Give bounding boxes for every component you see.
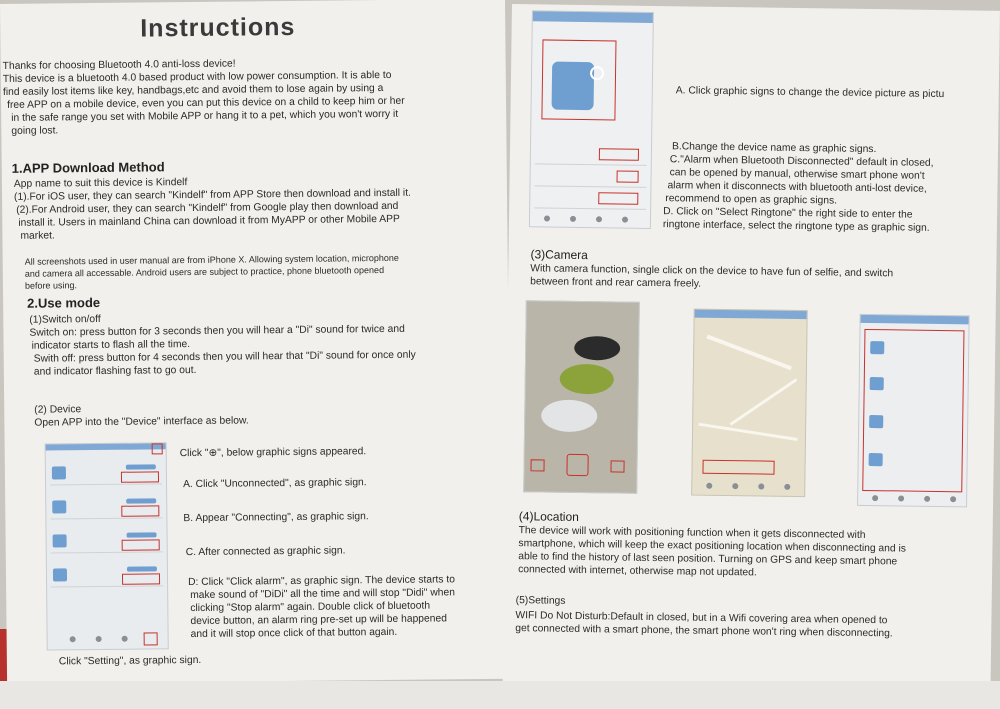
location-line: smartphone, which will keep the exact positioning location when disconnecting and is [518,538,907,555]
settings-screen-image [529,10,654,229]
tab-icon [872,495,878,501]
tab-icon [544,215,550,221]
settings-heading: (5)Settings [515,595,566,607]
app-download-heading: 1.APP Download Method [11,159,165,176]
settings-step-b: B.Change the device name as graphic signs. [671,141,877,156]
tab-icon [622,217,628,223]
green-tracker [560,364,614,395]
device-pill [127,532,157,537]
device-line: Open APP into the "Device" interface as below. [34,415,249,429]
app-header-bar [46,443,166,450]
intro-line: free APP on a mobile device, even you can put this device on a child to keep him or her [7,95,405,111]
device-name-sign [599,148,639,161]
use-mode-heading: 2.Use mode [27,294,101,311]
tab-icon [784,484,790,490]
gallery-sign [530,459,544,471]
tab-icon [758,483,764,489]
device-screen-image [45,442,169,650]
setting-tab-sign [144,632,158,645]
settings-step-c: can be opened by manual, otherwise smart phone won't [669,167,925,182]
switch-line: and indicator flashing fast to go out. [33,364,197,378]
camera-line: With camera function, single click on the device to have fun of selfie, and switch [530,263,894,280]
camera-screen-image [523,300,640,494]
black-tracker [574,336,620,361]
settings-step-c: C."Alarm when Bluetooth Disconnected" default in closed, [669,154,934,169]
note-line: All screenshots used in user manual are from iPhone X. Allowing system location, microphone [24,252,399,267]
location-line: connected with internet, otherwise map not updated. [518,564,757,579]
step-d-line: device button, an alarm ring pre-set up will be happened [190,613,447,628]
switch-camera-sign [610,460,624,472]
tab-icon [596,216,602,222]
device-pill [126,464,156,469]
tab-icon [122,636,128,642]
settings-step-d: ringtone interface, select the ringtone type as graphic sign. [662,219,930,234]
app-header-bar [695,310,807,320]
device-row [51,563,163,587]
app-download-line: App name to suit this device is Kindelf [13,177,188,190]
step-d-line: D: Click "Click alarm", as graphic sign. The device starts to [188,574,456,589]
map-road [698,423,797,441]
location-heading: (4)Location [518,509,579,524]
switch-title: (1)Switch on/off [29,313,101,326]
step-b: B. Appear "Connecting", as graphic sign. [183,511,369,525]
tab-icon [732,483,738,489]
settings-step-a: A. Click graphic signs to change the device picture as pictu [675,85,945,101]
history-thumbnail [869,415,883,428]
right-page [502,4,1000,701]
app-header-bar [861,315,969,325]
map-road [706,334,792,370]
settings-line: WIFI Do Not Disturb:Default in closed, but in a Wifi covering area when opened to [515,610,888,627]
device-row [50,461,162,485]
map-road [730,378,798,425]
intro-line: This device is a bluetooth 4.0 based product with low power consumption. It is able to [2,69,392,85]
left-page [0,0,512,684]
app-header-bar [533,11,653,23]
setting-line: Click "Setting", as graphic sign. [58,654,202,668]
shutter-sign [566,454,588,476]
device-thumbnail [52,466,66,479]
device-pill [126,498,156,503]
camera-icon [590,66,604,80]
app-download-line: (1).For iOS user, they can search "Kindelf" from APP Store then download and install it. [13,187,411,203]
device-pill [127,566,157,571]
intro-line: in the safe range you set with Mobile APP or hang it to a pet, which you won't worry it [11,108,399,124]
device-thumbnail [52,500,66,513]
note-line: before using. [24,280,78,291]
settings-step-c: recommend to open as graphic signs. [665,193,838,207]
note-line: and camera all accessable. Android users are subject to practice, phone bluetooth opened [24,264,385,279]
unconnected-sign [121,471,159,482]
tab-icon [706,483,712,489]
device-row [51,529,163,553]
white-tracker [541,399,597,432]
settings-line: get connected with a smart phone, the smart phone won't ring when disconnecting. [515,623,893,640]
intro-line: Thanks for choosing Bluetooth 4.0 anti-loss device! [2,58,236,72]
settings-step-d: D. Click on "Select Ringtone" the right side to enter the [663,206,913,221]
step-d-line: clicking "Stop alarm" again. Double click of bluetooth [190,600,431,615]
location-line: The device will work with positioning function when it gets disconnected with [518,525,866,541]
step-c: C. After connected as graphic sign. [185,545,346,559]
switch-line: indicator starts to flash all the time. [31,339,191,352]
device-thumbnail [53,568,67,581]
device-row [50,495,162,519]
camera-line: between front and rear camera freely. [530,276,702,290]
device-thumbnail [53,534,67,547]
tab-icon [96,636,102,642]
location-screen-image [691,309,808,498]
location-line: able to find the history of last seen position. Turning on GPS and keep smart phone [518,551,898,568]
settings-step-c: alarm when it disconnects with bluetooth anti-lost device, [667,180,927,195]
switch-line: Swith off: press button for 4 seconds then you will hear that "Di" sound for once only [33,349,416,365]
tab-icon [924,496,930,502]
step-a: A. Click "Unconnected", as graphic sign. [182,477,367,491]
tab-icon [898,495,904,501]
app-download-line: (2).For Android user, they can search "Kindelf" from Google play then download and [16,200,399,216]
settings-row [534,187,646,210]
intro-line: going lost. [11,125,59,137]
step-d-line: and it will stop once click of that button again. [190,626,398,641]
history-screen-image [857,314,970,508]
settings-row [534,165,646,188]
connected-sign [122,539,160,550]
settings-row [535,143,647,166]
camera-heading: (3)Camera [530,247,588,263]
app-download-line: install it. Users in mainland China can download it from MyAPP or other Mobile APP [18,213,400,229]
connecting-sign [121,505,159,516]
history-thumbnail [870,341,884,354]
intro-line: find easily lost items like key, handbags,etc and avoid them to lose again by using a [2,82,384,98]
select-ringtone-sign [598,192,638,205]
step-click-add: Click "⊕", below graphic signs appeared. [179,446,367,460]
table-surface [0,681,1000,709]
click-alarm-sign [122,573,160,584]
tab-icon [70,636,76,642]
step-d-line: make sound of "DiDi" all the time and will stop "Didi" when [190,587,455,602]
alarm-toggle-sign [617,170,639,182]
tab-icon [570,216,576,222]
device-picture-icon [552,62,595,111]
history-thumbnail [869,453,883,466]
history-thumbnail [870,377,884,390]
page-title: Instructions [140,12,296,43]
last-position-sign [702,460,774,475]
device-title: (2) Device [34,404,82,416]
app-download-line: market. [20,230,55,242]
tab-icon [950,496,956,502]
add-device-icon [152,443,163,454]
switch-line: Switch on: press button for 3 seconds then you will hear a "Di" sound for twice and [29,323,405,339]
